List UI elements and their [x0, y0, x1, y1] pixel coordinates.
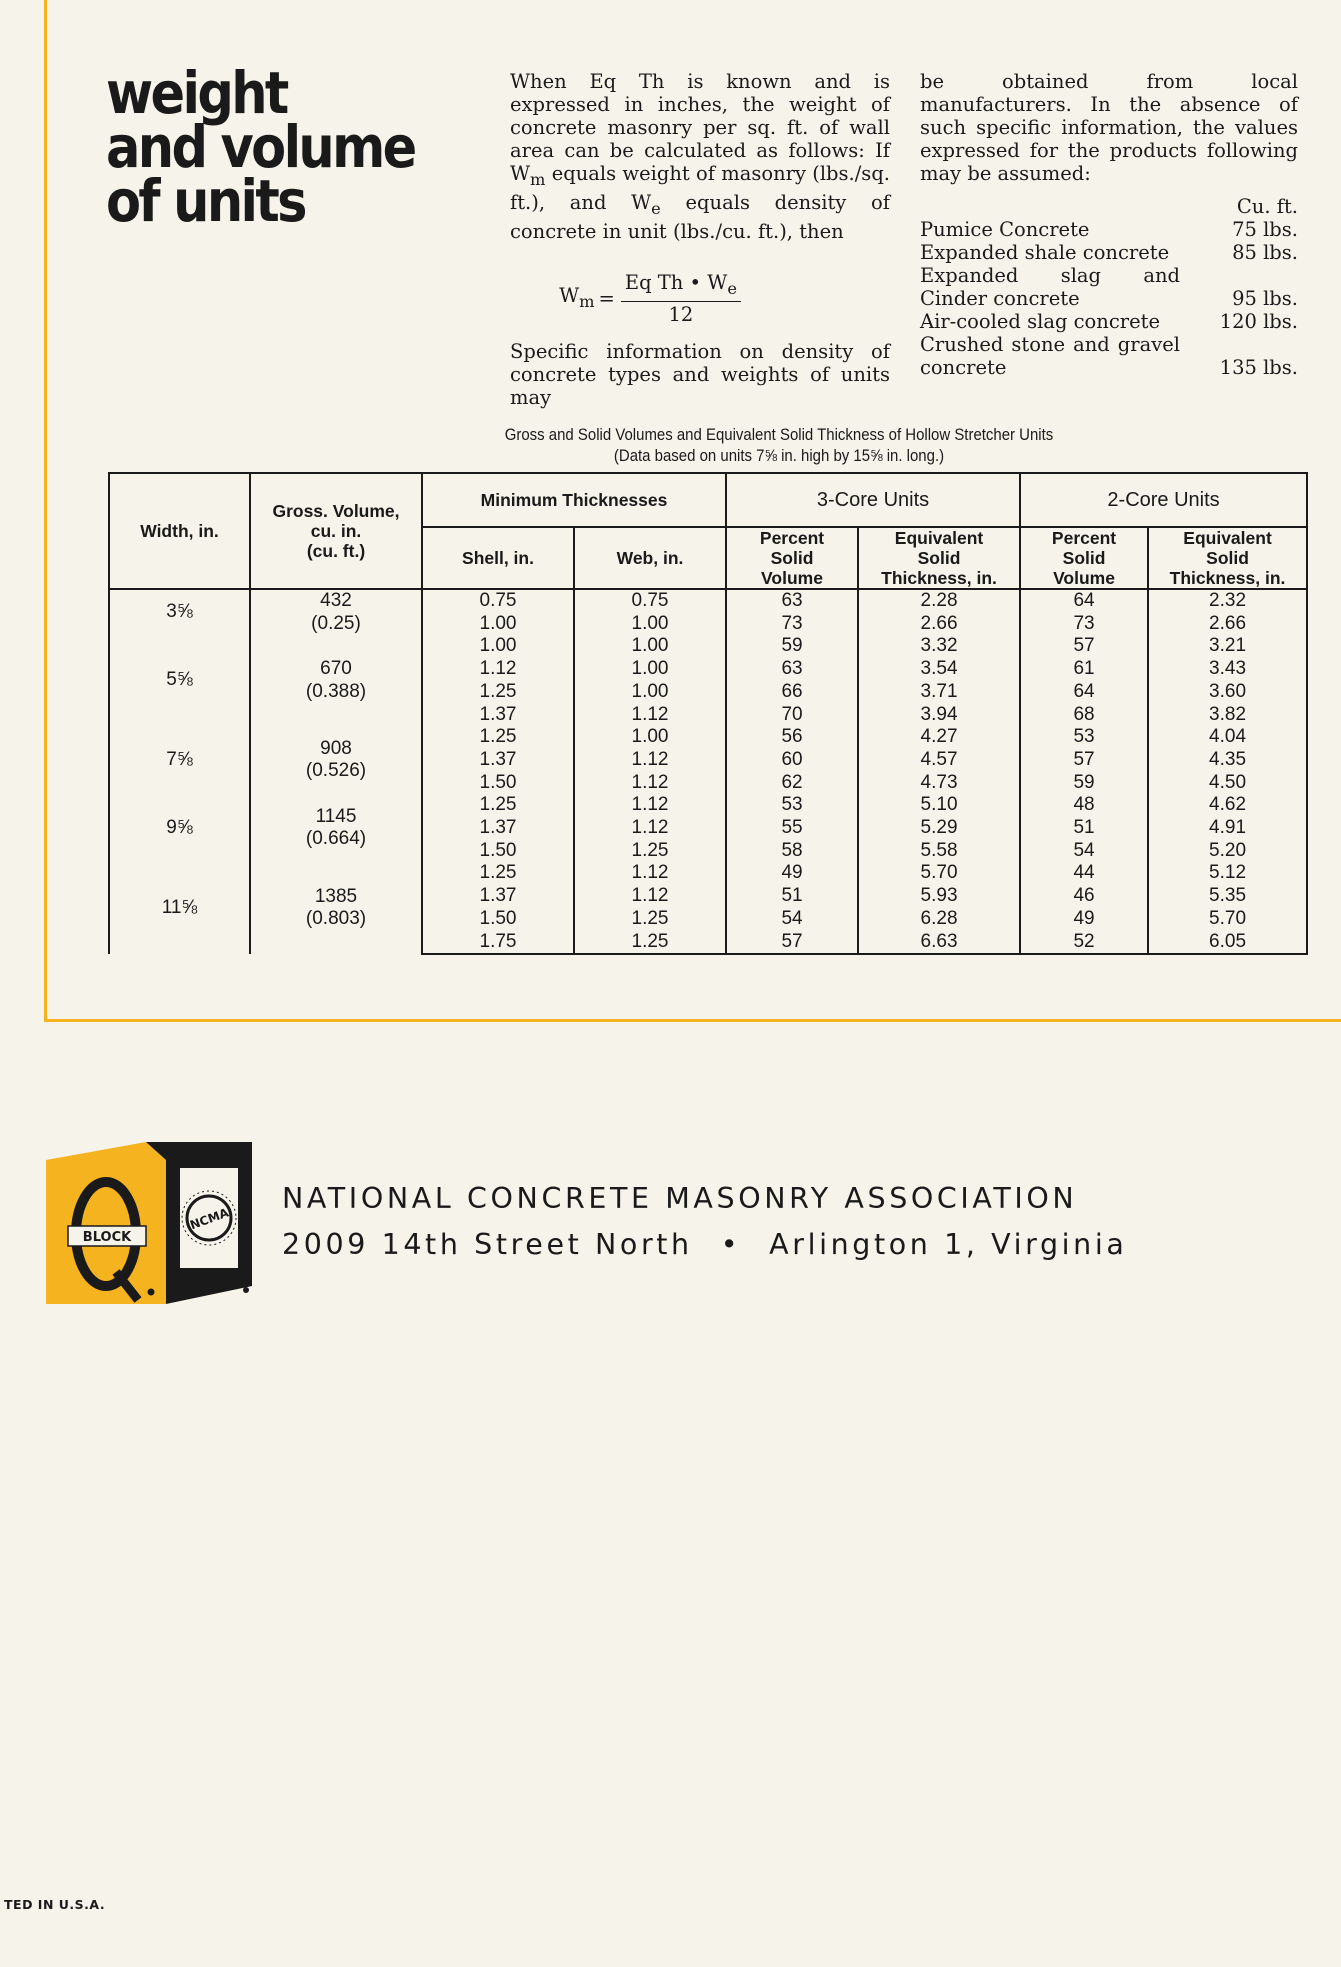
web-cell: 1.12: [574, 772, 726, 795]
p2-cell: 61: [1020, 658, 1148, 681]
p2-cell: 64: [1020, 589, 1148, 613]
density-name: Pumice Concrete: [920, 218, 1090, 241]
e2-cell: 5.70: [1148, 908, 1307, 931]
e3-cell: 3.54: [858, 658, 1020, 681]
p2-cell: 53: [1020, 726, 1148, 749]
e3-cell: 4.57: [858, 749, 1020, 772]
volume-table: [108, 472, 1308, 955]
p2-cell: 52: [1020, 931, 1148, 955]
density-name: Expanded shale concrete: [920, 241, 1170, 264]
web-cell: 1.25: [574, 908, 726, 931]
frame-bottom-rule: [44, 1019, 1341, 1022]
title-line-1: weight: [106, 59, 287, 127]
shell-cell: 1.25: [422, 794, 574, 817]
p2-cell: 51: [1020, 817, 1148, 840]
title-line-2: and volume: [106, 113, 415, 181]
shell-cell: 0.75: [422, 589, 574, 613]
web-cell: 1.00: [574, 613, 726, 636]
specific-info-paragraph: Specific information on density of concrete types and weights of units may: [510, 339, 890, 409]
header-percent-2: Percent Solid Volume: [1020, 527, 1148, 589]
gross-volume-cell: 1145 (0.664): [250, 794, 422, 862]
p3-cell: 60: [726, 749, 858, 772]
p2-cell: 54: [1020, 840, 1148, 863]
p2-cell: 44: [1020, 862, 1148, 885]
p3-cell: 73: [726, 613, 858, 636]
e3-cell: 6.63: [858, 931, 1020, 955]
q-block-logo: [46, 1142, 252, 1304]
width-cell: 5⅝: [109, 635, 250, 726]
p3-cell: 58: [726, 840, 858, 863]
header-shell: Shell, in.: [422, 527, 574, 589]
p2-cell: 73: [1020, 613, 1148, 636]
density-name: Crushed stone and gravel concrete: [920, 333, 1180, 379]
p2-cell: 59: [1020, 772, 1148, 795]
e3-cell: 2.28: [858, 589, 1020, 613]
web-cell: 1.12: [574, 704, 726, 727]
p2-cell: 57: [1020, 635, 1148, 658]
shell-cell: 1.50: [422, 840, 574, 863]
e3-cell: 2.66: [858, 613, 1020, 636]
p2-cell: 64: [1020, 681, 1148, 704]
shell-cell: 1.75: [422, 931, 574, 955]
web-cell: 1.00: [574, 681, 726, 704]
p3-cell: 56: [726, 726, 858, 749]
formula-fraction: $\frac{Eq Th • W_e}{12}$: [621, 271, 741, 326]
shell-cell: 1.25: [422, 681, 574, 704]
e2-cell: 4.04: [1148, 726, 1307, 749]
web-cell: 1.12: [574, 749, 726, 772]
p3-cell: 66: [726, 681, 858, 704]
header-gross-volume: Gross. Volume, cu. in. (cu. ft.): [250, 473, 422, 589]
p2-cell: 57: [1020, 749, 1148, 772]
table-body: [109, 589, 1307, 954]
e2-cell: 6.05: [1148, 931, 1307, 955]
p3-cell: 63: [726, 658, 858, 681]
width-cell: 3⅝: [109, 589, 250, 635]
density-value: 85 lbs.: [1232, 241, 1298, 264]
e3-cell: 3.32: [858, 635, 1020, 658]
e2-cell: 5.35: [1148, 885, 1307, 908]
shell-cell: 1.50: [422, 772, 574, 795]
width-cell: 11⅝: [109, 862, 250, 954]
e2-cell: 4.35: [1148, 749, 1307, 772]
gross-volume-cell: 432 (0.25): [250, 589, 422, 635]
web-cell: 1.00: [574, 726, 726, 749]
e2-cell: 4.91: [1148, 817, 1307, 840]
table-row: [109, 635, 1307, 658]
density-value: 75 lbs.: [1232, 218, 1298, 241]
e2-cell: 3.60: [1148, 681, 1307, 704]
p3-cell: 62: [726, 772, 858, 795]
e3-cell: 5.58: [858, 840, 1020, 863]
web-cell: 1.25: [574, 931, 726, 955]
web-cell: 1.00: [574, 658, 726, 681]
e2-cell: 3.43: [1148, 658, 1307, 681]
page-title: [106, 59, 415, 235]
p2-cell: 68: [1020, 704, 1148, 727]
shell-cell: 1.37: [422, 749, 574, 772]
web-cell: 1.25: [574, 840, 726, 863]
intro-paragraph: When Eq Th is known and is expressed in inches, the weight of concrete masonry per sq. ft. of wall area can be calculated as follows: If $W_m$ equals weight of masonry (lbs./sq. ft.), and $W_e$ equals density of concrete in unit (lbs./cu. ft.), then: [510, 70, 890, 243]
table-row: [109, 862, 1307, 885]
density-unit-header: Cu. ft.: [1236, 195, 1298, 218]
e3-cell: 3.94: [858, 704, 1020, 727]
gross-volume-cell: 1385 (0.803): [250, 862, 422, 954]
organization-address: 2009 14th Street North • Arlington 1, Virginia: [282, 1228, 1128, 1261]
e3-cell: 5.70: [858, 862, 1020, 885]
header-web: Web, in.: [574, 527, 726, 589]
printed-in-usa: TED IN U.S.A.: [4, 1897, 106, 1912]
p2-cell: 48: [1020, 794, 1148, 817]
web-cell: 1.00: [574, 635, 726, 658]
p3-cell: 51: [726, 885, 858, 908]
density-name: Air-cooled slag concrete: [920, 310, 1161, 333]
e3-cell: 5.10: [858, 794, 1020, 817]
shell-cell: 1.00: [422, 613, 574, 636]
shell-cell: 1.50: [422, 908, 574, 931]
density-item: [920, 218, 1298, 241]
e2-cell: 2.66: [1148, 613, 1307, 636]
e2-cell: 5.20: [1148, 840, 1307, 863]
e3-cell: 4.73: [858, 772, 1020, 795]
density-item: [920, 333, 1298, 379]
e3-cell: 3.71: [858, 681, 1020, 704]
header-3-core: 3-Core Units: [726, 473, 1020, 527]
shell-cell: 1.00: [422, 635, 574, 658]
e3-cell: 4.27: [858, 726, 1020, 749]
density-name: Expanded slag and Cinder concrete: [920, 264, 1180, 310]
gross-volume-cell: 670 (0.388): [250, 635, 422, 726]
e2-cell: 4.62: [1148, 794, 1307, 817]
shell-cell: 1.25: [422, 726, 574, 749]
intro-column: [510, 70, 890, 409]
density-value: 135 lbs.: [1219, 356, 1298, 379]
caption-line-1: Gross and Solid Volumes and Equivalent Solid Thickness of Hollow Stretcher Units: [504, 425, 1054, 444]
table-row: [109, 794, 1307, 817]
header-equiv-3: Equivalent Solid Thickness, in.: [858, 527, 1020, 589]
e2-cell: 5.12: [1148, 862, 1307, 885]
width-cell: 9⅝: [109, 794, 250, 862]
shell-cell: 1.25: [422, 862, 574, 885]
shell-cell: 1.12: [422, 658, 574, 681]
density-item: [920, 310, 1298, 333]
density-column: [920, 70, 1298, 379]
p3-cell: 54: [726, 908, 858, 931]
shell-cell: 1.37: [422, 885, 574, 908]
header-equiv-2: Equivalent Solid Thickness, in.: [1148, 527, 1307, 589]
p2-cell: 46: [1020, 885, 1148, 908]
p3-cell: 53: [726, 794, 858, 817]
e2-cell: 4.50: [1148, 772, 1307, 795]
organization-name: NATIONAL CONCRETE MASONRY ASSOCIATION: [282, 1182, 1078, 1215]
web-cell: 1.12: [574, 817, 726, 840]
p3-cell: 70: [726, 704, 858, 727]
logo-seal-text: NCMA: [188, 1205, 231, 1233]
e2-cell: 3.82: [1148, 704, 1307, 727]
caption-line-2: (Data based on units 7⅝ in. high by 15⅝ in. long.): [613, 446, 945, 465]
density-intro: be obtained from local manufacturers. In the absence of such specific information, the values expressed for the products following may be assumed:: [920, 70, 1298, 185]
p3-cell: 49: [726, 862, 858, 885]
e2-cell: 3.21: [1148, 635, 1307, 658]
density-item: [920, 264, 1298, 310]
web-cell: 1.12: [574, 885, 726, 908]
table-caption: [320, 424, 1238, 466]
table-row: [109, 726, 1307, 749]
p3-cell: 55: [726, 817, 858, 840]
e3-cell: 6.28: [858, 908, 1020, 931]
width-cell: 7⅝: [109, 726, 250, 794]
web-cell: 0.75: [574, 589, 726, 613]
table-row: [109, 589, 1307, 613]
shell-cell: 1.37: [422, 817, 574, 840]
density-item: [920, 241, 1298, 264]
header-width: Width, in.: [109, 473, 250, 589]
density-value: 95 lbs.: [1232, 287, 1298, 310]
gross-volume-cell: 908 (0.526): [250, 726, 422, 794]
weight-formula: $W_m$ = $\frac{Eq Th • W_e}{12}$: [510, 271, 890, 326]
organization-block: [282, 1176, 1127, 1268]
density-list: [920, 218, 1298, 379]
e3-cell: 5.93: [858, 885, 1020, 908]
header-percent-3: Percent Solid Volume: [726, 527, 858, 589]
web-cell: 1.12: [574, 862, 726, 885]
e3-cell: 5.29: [858, 817, 1020, 840]
p3-cell: 57: [726, 931, 858, 955]
density-value: 120 lbs.: [1219, 310, 1298, 333]
web-cell: 1.12: [574, 794, 726, 817]
frame-left-rule: [44, 0, 47, 1022]
header-2-core: 2-Core Units: [1020, 473, 1307, 527]
p3-cell: 59: [726, 635, 858, 658]
p3-cell: 63: [726, 589, 858, 613]
header-min-thickness: Minimum Thicknesses: [422, 473, 726, 527]
logo-block-text: BLOCK: [82, 1230, 132, 1245]
title-line-3: of units: [106, 167, 305, 235]
shell-cell: 1.37: [422, 704, 574, 727]
e2-cell: 2.32: [1148, 589, 1307, 613]
p2-cell: 49: [1020, 908, 1148, 931]
